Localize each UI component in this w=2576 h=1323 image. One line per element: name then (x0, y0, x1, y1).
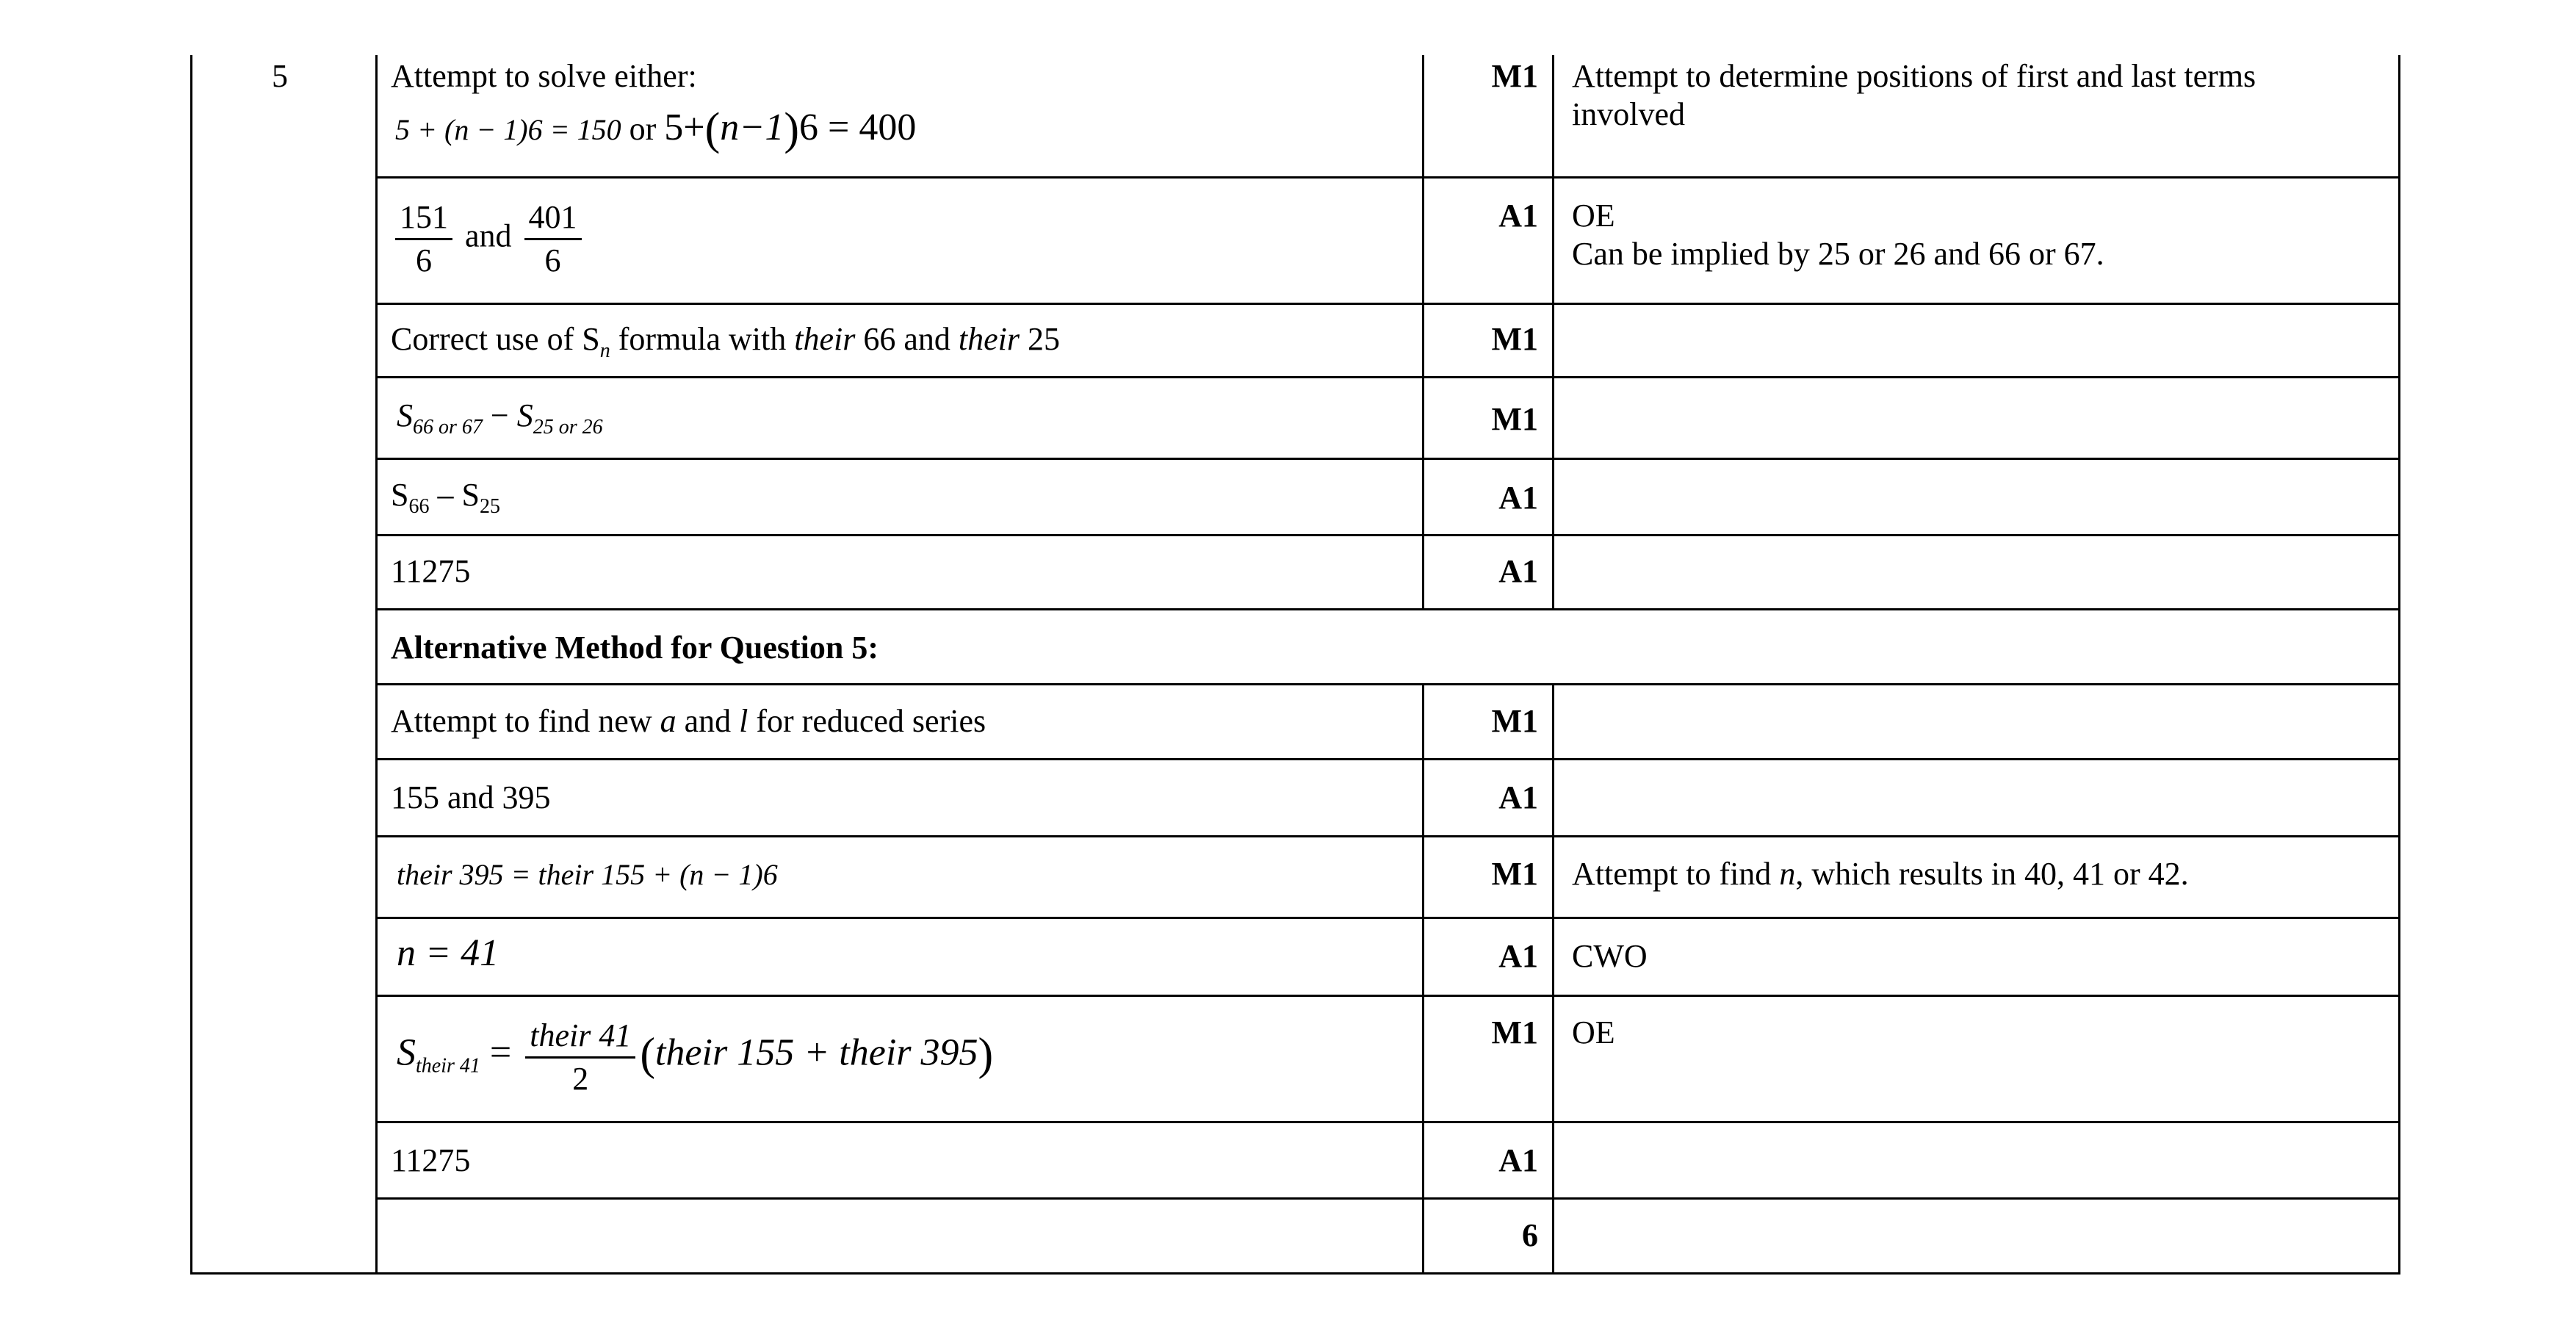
answer-text: Attempt to solve either: (391, 58, 697, 94)
fraction-their41-2: $\frac{\text{their 41}}{2}$ (525, 1015, 635, 1100)
table-border-marks-right-lower (1552, 683, 1554, 1275)
answer-equations (395, 104, 917, 154)
answer-value: 11275 (391, 1142, 471, 1178)
row-divider (375, 176, 2400, 179)
mark-code: M1 (1491, 401, 1538, 437)
answer-s-difference: $S_{66 or 67} - S_{25 or 26}$ (397, 397, 603, 439)
mark-code: A1 (1498, 938, 1538, 974)
table-border-answer-left (375, 55, 378, 1275)
or-word: or (629, 111, 657, 147)
row-divider (375, 376, 2400, 378)
mark-code: M1 (1491, 856, 1538, 892)
equation-b: 5+(n−1)6 = 400 (664, 104, 917, 154)
total-marks: 6 (1522, 1217, 1538, 1253)
answer-equation-their: their 395 = their 155 + (n − 1)6 (397, 858, 778, 891)
answer-value: 11275 (391, 553, 471, 589)
mark-code: A1 (1498, 480, 1538, 516)
guidance-text: CWO (1572, 938, 1648, 974)
and-word: and (465, 217, 512, 254)
fraction-151-6: $\frac{151}{6}$ (395, 197, 452, 281)
answer-n-41: n = 41 (397, 932, 499, 974)
answer-fractions (391, 197, 586, 281)
table-border-left (190, 55, 192, 1275)
mark-code: A1 (1498, 1142, 1538, 1178)
answer-s66-s25: $S_{66} - S_{25}$ (391, 477, 500, 518)
row-divider (375, 758, 2400, 760)
row-divider (375, 608, 2400, 610)
equation-a: 5 + (n − 1)6 = 150 (395, 113, 621, 146)
answer-sum-formula: $S_{their 41}$ = $\frac{\text{their 41}}{2}$ (their 155 + their 395) (397, 1015, 993, 1100)
mark-code: M1 (1491, 321, 1538, 357)
mark-code: M1 (1491, 1014, 1538, 1050)
table-border-answer-right (1422, 55, 1424, 610)
row-divider (375, 683, 2400, 685)
answer-attempt-solve (391, 57, 697, 95)
row-divider (375, 835, 2400, 837)
mark-code: M1 (1491, 58, 1538, 94)
row-divider (375, 995, 2400, 997)
row-divider (375, 458, 2400, 460)
answer-sn-formula: Correct use of $S_n$ formula with their 66 and their 25 (391, 321, 1060, 362)
row-divider (375, 534, 2400, 536)
guidance-text: Attempt to determine positions of first and last terms involved (1572, 58, 2256, 132)
table-border-right (2398, 55, 2400, 1275)
row-divider (375, 1197, 2400, 1200)
guidance-text: OE (1572, 1014, 1615, 1050)
guidance-text: Attempt to find n, which results in 40, 41 or 42. (1572, 856, 2189, 892)
mark-code: A1 (1498, 553, 1538, 589)
answer-155-395: 155 and 395 (391, 779, 551, 815)
alternative-method-heading: Alternative Method for Question 5: (391, 630, 878, 666)
guidance-text: OE Can be implied by 25 or 26 and 66 or 67. (1572, 198, 2104, 272)
row-divider (375, 917, 2400, 919)
table-border-answer-right-lower (1422, 683, 1424, 1275)
row-divider (375, 1121, 2400, 1123)
table-border-marks-right (1552, 55, 1554, 610)
fraction-401-6: $\frac{401}{6}$ (524, 197, 582, 281)
table-border-bottom (190, 1272, 2400, 1275)
row-divider (375, 303, 2400, 305)
mark-code: A1 (1498, 779, 1538, 815)
question-number: 5 (272, 58, 288, 94)
mark-code: M1 (1491, 703, 1538, 739)
answer-new-a-l: Attempt to find new a and l for reduced series (391, 703, 986, 739)
mark-code: A1 (1498, 198, 1538, 234)
